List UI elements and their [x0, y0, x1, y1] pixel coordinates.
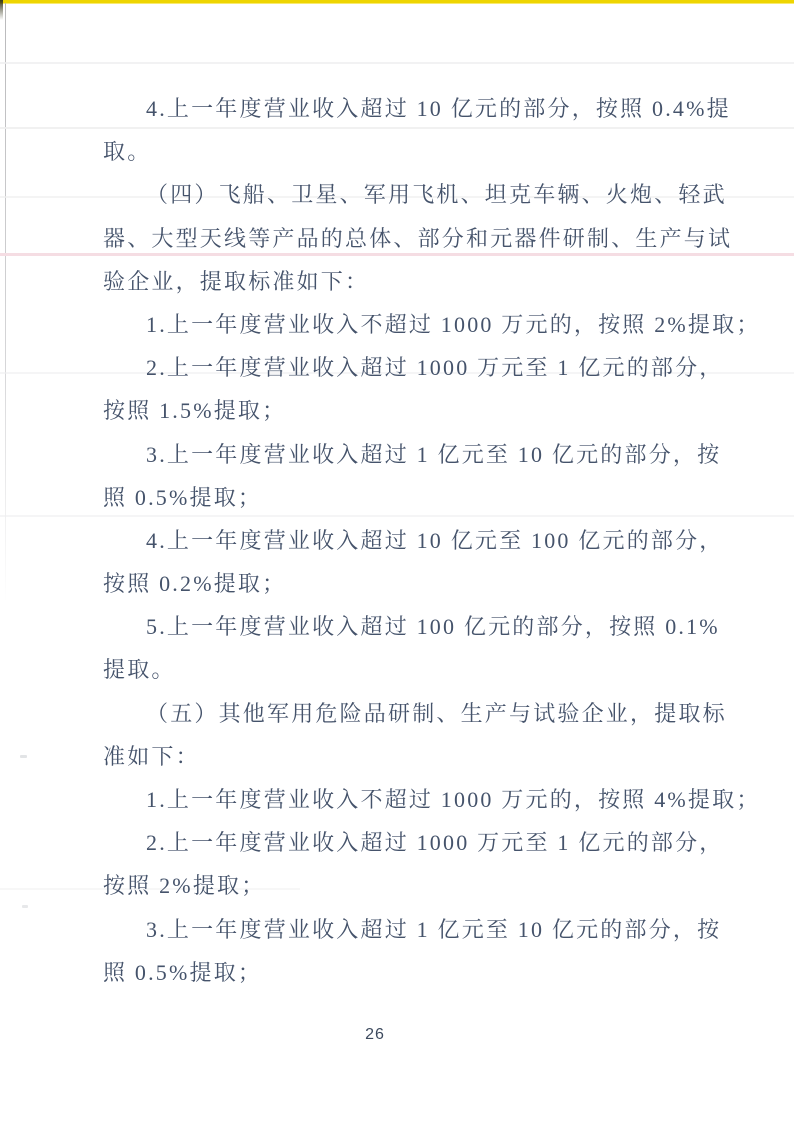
document-line: 按照 2%提取； [103, 873, 266, 899]
document-line: 照 0.5%提取； [103, 484, 263, 510]
document-line: 准如下： [103, 743, 200, 769]
scan-artifact-left-edge [5, 3, 6, 603]
document-line: 1.上一年度营业收入不超过 1000 万元的，按照 2%提取； [146, 311, 761, 337]
document-line: 照 0.5%提取； [103, 959, 263, 985]
document-line: 提取。 [103, 657, 176, 683]
document-line: 器、大型天线等产品的总体、部分和元器件研制、生产与试 [103, 225, 733, 251]
document-line: 5.上一年度营业收入超过 100 亿元的部分，按照 0.1% [146, 614, 720, 640]
scan-artifact-line [0, 62, 794, 64]
document-line: （四）飞船、卫星、军用飞机、坦克车辆、火炮、轻武 [146, 182, 727, 208]
page-number: 26 [365, 1026, 385, 1043]
document-line: 按照 1.5%提取； [103, 398, 287, 424]
text-block [103, 87, 761, 994]
document-line: （五）其他军用危险品研制、生产与试验企业，提取标 [146, 700, 727, 726]
scan-artifact-smudge [22, 905, 28, 908]
document-line: 1.上一年度营业收入不超过 1000 万元的，按照 4%提取； [146, 787, 761, 812]
document-line: 3.上一年度营业收入超过 1 亿元至 10 亿元的部分，按 [146, 441, 722, 467]
document-line: 取。 [103, 139, 152, 165]
document-line: 按照 0.2%提取； [103, 571, 287, 597]
document-line: 4.上一年度营业收入超过 10 亿元至 100 亿元的部分， [146, 527, 724, 553]
document-line: 2.上一年度营业收入超过 1000 万元至 1 亿元的部分， [146, 355, 724, 381]
document-line: 4.上一年度营业收入超过 10 亿元的部分，按照 0.4%提 [146, 96, 731, 121]
document-line: 2.上一年度营业收入超过 1000 万元至 1 亿元的部分， [146, 830, 724, 856]
document-line: 验企业，提取标准如下： [103, 268, 370, 294]
scan-artifact-top-edge [0, 0, 794, 4]
scan-artifact-smudge [20, 755, 27, 758]
scan-artifact-corner-mark [0, 0, 3, 20]
document-line: 3.上一年度营业收入超过 1 亿元至 10 亿元的部分，按 [146, 916, 722, 942]
